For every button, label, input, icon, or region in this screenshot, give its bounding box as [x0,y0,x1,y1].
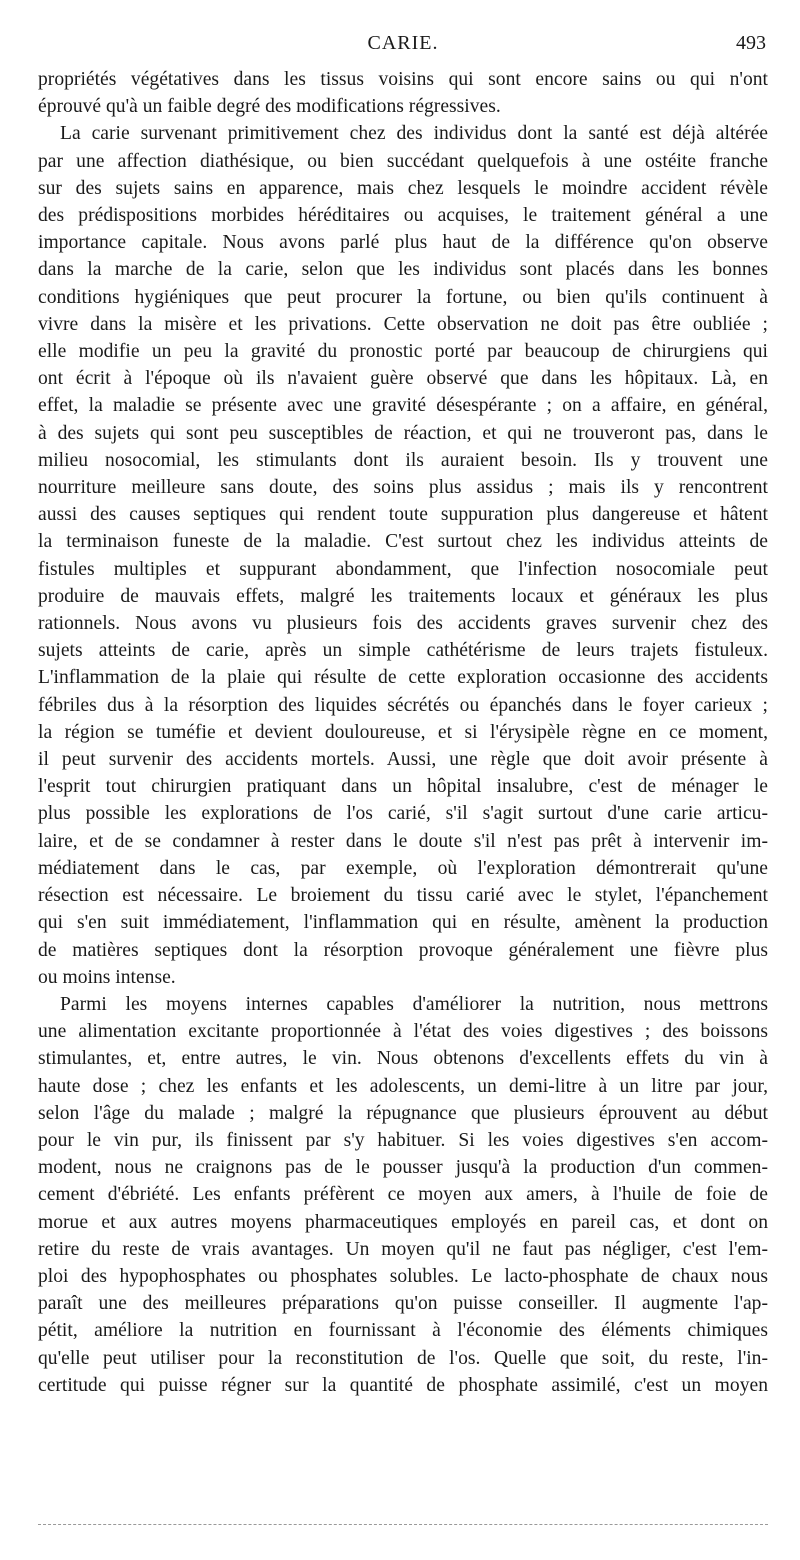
text-line: nourriture meilleure sans doute, des soins plus assidus ; mais ils y rencontrent [38,477,768,499]
text-line: retire du reste de vrais avantages. Un moyen qu'il ne faut pas négliger, c'est l'em- [38,1238,768,1260]
footer-rule [38,1524,768,1525]
text-line: aussi des causes septiques qui rendent toute suppuration plus dangereuse et hâtent [38,504,768,526]
text-line: des prédispositions morbides héréditaires ou acquises, le traitement général a une [38,205,768,227]
text-line: rationnels. Nous avons vu plusieurs fois des accidents graves survenir chez des [38,613,768,635]
text-line: à des sujets qui sont peu susceptibles de réaction, et qui ne trouveront pas, dans le [38,422,768,444]
text-line: importance capitale. Nous avons parlé plus haut de la différence qu'on observe [38,232,768,254]
text-line: selon l'âge du malade ; malgré la répugnance que plusieurs éprouvent au début [38,1102,768,1124]
text-line: modent, nous ne craignons pas de le pousser jusqu'à la production d'un commen- [38,1157,768,1179]
text-line: ou moins intense. [38,966,176,988]
text-line: La carie survenant primitivement chez des individus dont la santé est déjà altérée [60,123,768,145]
text-line: dans la marche de la carie, selon que les individus sont placés dans les bonnes [38,259,768,281]
text-line: de matières septiques dont la résorption provoque généralement une fièvre plus [38,939,768,961]
text-line: haute dose ; chez les enfants et les adolescents, un demi-litre à un litre par jour, [38,1075,768,1097]
paragraph-3 [38,991,768,1399]
text-line: paraît une des meilleures préparations qu'on puisse conseiller. Il augmente l'ap- [38,1293,768,1315]
text-line: médiatement dans le cas, par exemple, où l'exploration démontrerait qu'une [38,857,768,879]
text-line: effet, la maladie se présente avec une gravité désespérante ; on a affaire, en général, [38,395,768,417]
text-line: sur des sujets sains en apparence, mais chez lesquels le moindre accident révèle [38,177,768,199]
text-line: ploi des hypophosphates ou phosphates solubles. Le lacto-phosphate de chaux nous [38,1265,768,1287]
text-line: propriétés végétatives dans les tissus voisins qui sont encore sains ou qui n'ont [38,69,768,90]
text-line: morue et aux autres moyens pharmaceutiques employés en pareil cas, et dont on [38,1211,768,1233]
text-line: éprouvé qu'à un faible degré des modifications régressives. [38,96,501,118]
text-line: L'inflammation de la plaie qui résulte de cette exploration occasionne des accidents [38,667,768,689]
page-number: 493 [736,32,766,54]
text-line: pour le vin pur, ils finissent par s'y habituer. Si les voies digestives s'en accom- [38,1129,768,1151]
text-line: ont écrit à l'époque où ils n'avaient guère observé que dans les hôpitaux. Là, en [38,368,768,390]
paragraph-1 [38,66,768,120]
text-line: plus possible les explorations de l'os carié, s'il s'agit surtout d'une carie articu- [38,803,768,825]
text-line: résection est nécessaire. Le broiement du tissu carié avec le stylet, l'épanchement [38,885,768,907]
text-line: l'esprit tout chirurgien pratiquant dans un hôpital insalubre, c'est de ménager le [38,776,768,798]
text-line: conditions hygiéniques que peut procurer la fortune, ou bien qu'ils continuent à [38,286,768,308]
text-line: produire de mauvais effets, malgré les traitements locaux et généraux les plus [38,585,768,607]
text-line: vivre dans la misère et les privations. Cette observation ne doit pas être oubliée ; [38,313,768,335]
text-line: par une affection diathésique, ou bien succédant quelquefois à une ostéite franche [38,150,768,172]
text-line: la terminaison funeste de la maladie. C'est surtout chez les individus atteints de [38,531,768,553]
text-line: sujets atteints de carie, après un simple cathétérisme de leurs trajets fistuleux. [38,640,768,662]
text-line: certitude qui puisse régner sur la quantité de phosphate assimilé, c'est un moyen [38,1374,768,1396]
text-line: fistules multiples et suppurant abondamment, que l'infection nosocomiale peut [38,558,768,580]
text-line: milieu nosocomial, les stimulants dont ils auraient besoin. Ils y trouvent une [38,449,768,471]
text-line: il peut survenir des accidents mortels. Aussi, une règle que doit avoir présente à [38,749,768,771]
text-line: une alimentation excitante proportionnée à l'état des voies digestives ; des boissons [38,1021,768,1043]
body-text [38,66,768,1399]
text-line: la région se tuméfie et devient douloureuse, et si l'érysipèle règne en ce moment, [38,721,768,743]
text-line: pétit, améliore la nutrition en fournissant à l'économie des éléments chimiques [38,1320,768,1342]
text-line: qu'elle peut utiliser pour la reconstitution de l'os. Quelle que soit, du reste, l'in- [38,1347,768,1369]
running-head [38,32,768,58]
running-title: CARIE. [367,32,439,54]
text-line: laire, et de se condamner à rester dans le doute s'il n'est pas prêt à intervenir im- [38,830,768,852]
text-line: Parmi les moyens internes capables d'améliorer la nutrition, nous mettrons [60,993,768,1015]
text-line: elle modifie un peu la gravité du pronostic porté par beaucoup de chirurgiens qui [38,341,768,363]
text-line: cement d'ébriété. Les enfants préfèrent ce moyen aux amers, à l'huile de foie de [38,1184,768,1206]
text-line: fébriles dus à la résorption des liquides sécrétés ou épanchés dans le foyer carieux ; [38,694,768,716]
text-line: stimulantes, et, entre autres, le vin. Nous obtenons d'excellents effets du vin à [38,1048,768,1070]
paragraph-2 [38,120,768,991]
text-line: qui s'en suit immédiatement, l'inflammation qui en résulte, amènent la production [38,912,768,934]
